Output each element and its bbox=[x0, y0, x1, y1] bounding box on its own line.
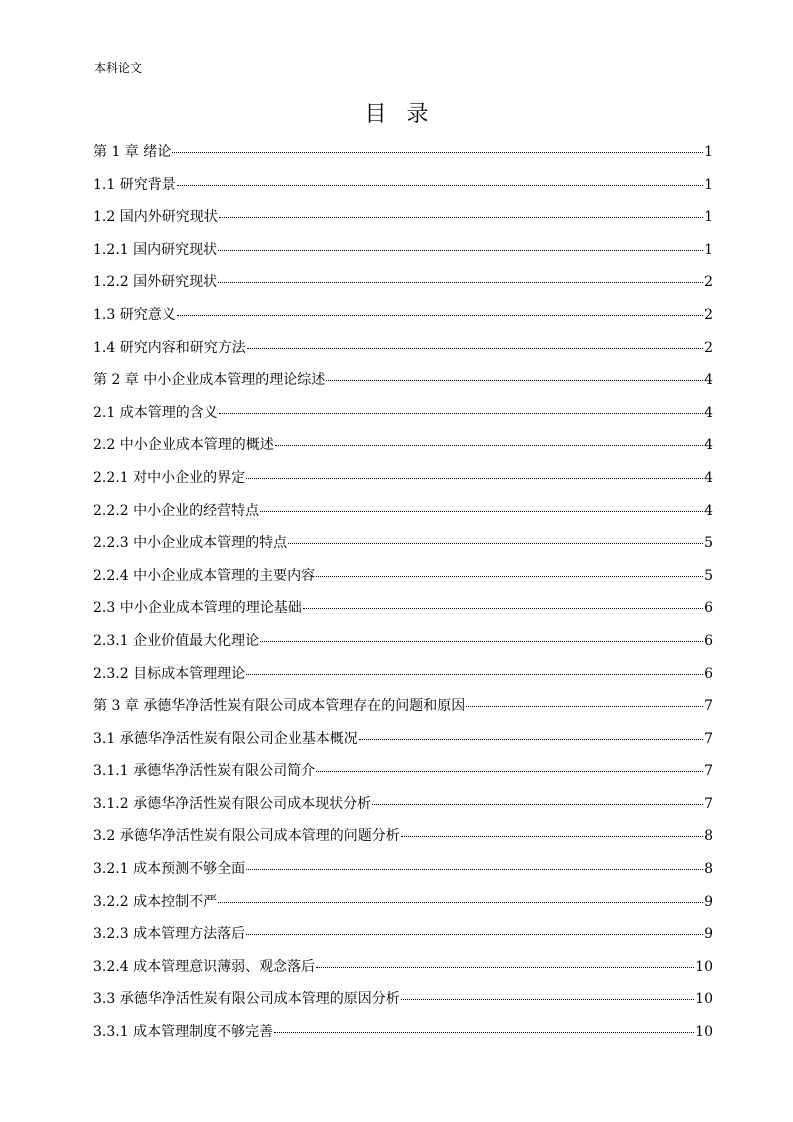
toc-leader-dots bbox=[326, 380, 703, 381]
toc-entry-text: 2.2.2 中小企业的经营特点 bbox=[93, 502, 260, 519]
toc-leader-dots bbox=[316, 576, 703, 577]
toc-leader-dots bbox=[466, 706, 703, 707]
toc-entry-page: 1 bbox=[704, 241, 713, 258]
toc-entry-page: 10 bbox=[695, 991, 713, 1008]
toc-leader-dots bbox=[275, 445, 703, 446]
toc-leader-dots bbox=[288, 543, 703, 544]
toc-entry-text: 1.3 研究意义 bbox=[93, 306, 176, 323]
toc-entry[interactable] bbox=[93, 533, 713, 566]
toc-entry-page: 1 bbox=[704, 144, 713, 160]
toc-entry-text: 2.2 中小企业成本管理的概述 bbox=[93, 437, 274, 454]
toc-entry-page: 8 bbox=[704, 828, 713, 845]
toc-leader-dots bbox=[401, 999, 694, 1000]
toc-entry-page: 1 bbox=[704, 209, 713, 226]
toc-entry[interactable] bbox=[93, 631, 713, 664]
toc-entry-text: 1.4 研究内容和研究方法 bbox=[93, 339, 246, 356]
toc-entry[interactable] bbox=[93, 272, 713, 305]
toc-entry-page: 1 bbox=[704, 176, 713, 193]
toc-entry-text: 1.2.1 国内研究现状 bbox=[93, 241, 218, 258]
toc-leader-dots bbox=[218, 282, 703, 283]
toc-leader-dots bbox=[274, 1032, 694, 1033]
toc-entry-text: 第 3 章 承德华净活性炭有限公司成本管理存在的问题和原因 bbox=[93, 698, 466, 715]
toc-entry-text: 3.2.4 成本管理意识薄弱、观念落后 bbox=[93, 958, 316, 975]
toc-leader-dots bbox=[177, 315, 703, 316]
toc-entry-page: 4 bbox=[704, 469, 713, 486]
toc-entry-page: 4 bbox=[704, 404, 713, 421]
toc-entry-text: 1.2 国内外研究现状 bbox=[93, 209, 218, 226]
toc-entry-text: 2.1 成本管理的含义 bbox=[93, 404, 218, 421]
toc-entry-page: 10 bbox=[695, 1024, 713, 1041]
toc-entry[interactable] bbox=[93, 501, 713, 534]
toc-leader-dots bbox=[219, 413, 703, 414]
toc-leader-dots bbox=[246, 869, 703, 870]
toc-entry[interactable] bbox=[93, 142, 713, 175]
toc-leader-dots bbox=[316, 771, 703, 772]
toc-entry-page: 2 bbox=[704, 306, 713, 323]
toc-entry[interactable] bbox=[93, 240, 713, 273]
toc-leader-dots bbox=[219, 217, 703, 218]
toc-leader-dots bbox=[260, 511, 703, 512]
toc-entry-page: 6 bbox=[704, 600, 713, 617]
toc-entry-text: 3.1.2 承德华净活性炭有限公司成本现状分析 bbox=[93, 795, 372, 812]
toc-entry-text: 1.1 研究背景 bbox=[93, 176, 176, 193]
toc-entry[interactable] bbox=[93, 1022, 713, 1055]
toc-entry-page: 6 bbox=[704, 665, 713, 682]
toc-entry[interactable] bbox=[93, 403, 713, 436]
toc-entry[interactable] bbox=[93, 305, 713, 338]
toc-entry[interactable] bbox=[93, 729, 713, 762]
toc-entry[interactable] bbox=[93, 924, 713, 957]
toc-leader-dots bbox=[246, 934, 703, 935]
toc-entry-text: 第 1 章 绪论 bbox=[93, 144, 172, 160]
toc-entry[interactable] bbox=[93, 566, 713, 599]
toc-leader-dots bbox=[372, 804, 703, 805]
toc-leader-dots bbox=[247, 348, 703, 349]
toc-leader-dots bbox=[246, 478, 703, 479]
toc-entry-text: 3.2.3 成本管理方法落后 bbox=[93, 926, 246, 943]
toc-title: 目录 bbox=[364, 102, 449, 127]
toc-entry[interactable] bbox=[93, 859, 713, 892]
toc-entry[interactable] bbox=[93, 761, 713, 794]
toc-entry[interactable] bbox=[93, 957, 713, 990]
toc-entry-page: 4 bbox=[704, 502, 713, 519]
toc-entry[interactable] bbox=[93, 892, 713, 925]
toc-entry-text: 2.3 中小企业成本管理的理论基础 bbox=[93, 600, 302, 617]
toc-entry[interactable] bbox=[93, 989, 713, 1022]
toc-leader-dots bbox=[218, 902, 703, 903]
toc-entry-page: 7 bbox=[704, 698, 713, 715]
toc-leader-dots bbox=[218, 250, 703, 251]
toc-entry[interactable] bbox=[93, 468, 713, 501]
toc-entry-page: 6 bbox=[704, 632, 713, 649]
toc-entry-page: 8 bbox=[704, 861, 713, 878]
toc-leader-dots bbox=[303, 608, 703, 609]
toc-entry-page: 4 bbox=[704, 437, 713, 454]
toc-entry-text: 1.2.2 国外研究现状 bbox=[93, 274, 218, 291]
toc-entry-text: 3.1 承德华净活性炭有限公司企业基本概况 bbox=[93, 730, 358, 747]
toc-leader-dots bbox=[401, 836, 703, 837]
toc-entry-page: 7 bbox=[704, 795, 713, 812]
toc-leader-dots bbox=[359, 739, 703, 740]
toc-entry-text: 3.2.2 成本控制不严 bbox=[93, 893, 218, 910]
toc-entry[interactable] bbox=[93, 696, 713, 729]
toc-entry-text: 2.3.2 目标成本管理理论 bbox=[93, 665, 246, 682]
toc-entry-page: 9 bbox=[704, 893, 713, 910]
toc-entry[interactable] bbox=[93, 338, 713, 371]
toc-entry-page: 7 bbox=[704, 763, 713, 780]
toc-entry[interactable] bbox=[93, 794, 713, 827]
toc-leader-dots bbox=[172, 152, 703, 153]
toc-entry-page: 5 bbox=[704, 567, 713, 584]
toc-leader-dots bbox=[316, 967, 694, 968]
toc-entry-page: 7 bbox=[704, 730, 713, 747]
toc-entry-text: 2.2.4 中小企业成本管理的主要内容 bbox=[93, 567, 316, 584]
toc-entry-page: 4 bbox=[704, 372, 713, 389]
toc-leader-dots bbox=[177, 185, 703, 186]
toc-leader-dots bbox=[260, 641, 703, 642]
toc-leader-dots bbox=[246, 674, 703, 675]
toc-entry-text: 3.3 承德华净活性炭有限公司成本管理的原因分析 bbox=[93, 991, 400, 1008]
toc-entry-text: 第 2 章 中小企业成本管理的理论综述 bbox=[93, 372, 326, 389]
toc-entry-page: 10 bbox=[695, 958, 713, 975]
toc-entry-text: 2.2.3 中小企业成本管理的特点 bbox=[93, 535, 288, 552]
toc-entry[interactable] bbox=[93, 598, 713, 631]
toc-entry-text: 3.1.1 承德华净活性炭有限公司简介 bbox=[93, 763, 316, 780]
toc-entry-text: 3.2.1 成本预测不够全面 bbox=[93, 861, 246, 878]
toc-entry-page: 2 bbox=[704, 274, 713, 291]
toc-entry[interactable] bbox=[93, 826, 713, 859]
toc-entry-text: 2.2.1 对中小企业的界定 bbox=[93, 469, 246, 486]
toc-entry-text: 3.3.1 成本管理制度不够完善 bbox=[93, 1024, 274, 1041]
toc-entry[interactable] bbox=[93, 175, 713, 208]
toc-entry-text: 3.2 承德华净活性炭有限公司成本管理的问题分析 bbox=[93, 828, 400, 845]
table-of-contents bbox=[93, 142, 713, 1055]
toc-entry[interactable] bbox=[93, 435, 713, 468]
toc-entry-page: 9 bbox=[704, 926, 713, 943]
toc-entry[interactable] bbox=[93, 207, 713, 240]
toc-entry[interactable] bbox=[93, 370, 713, 403]
running-header: 本科论文 bbox=[94, 61, 143, 75]
toc-entry-page: 2 bbox=[704, 339, 713, 356]
toc-entry[interactable] bbox=[93, 664, 713, 697]
toc-entry-text: 2.3.1 企业价值最大化理论 bbox=[93, 632, 260, 649]
toc-entry-page: 5 bbox=[704, 535, 713, 552]
